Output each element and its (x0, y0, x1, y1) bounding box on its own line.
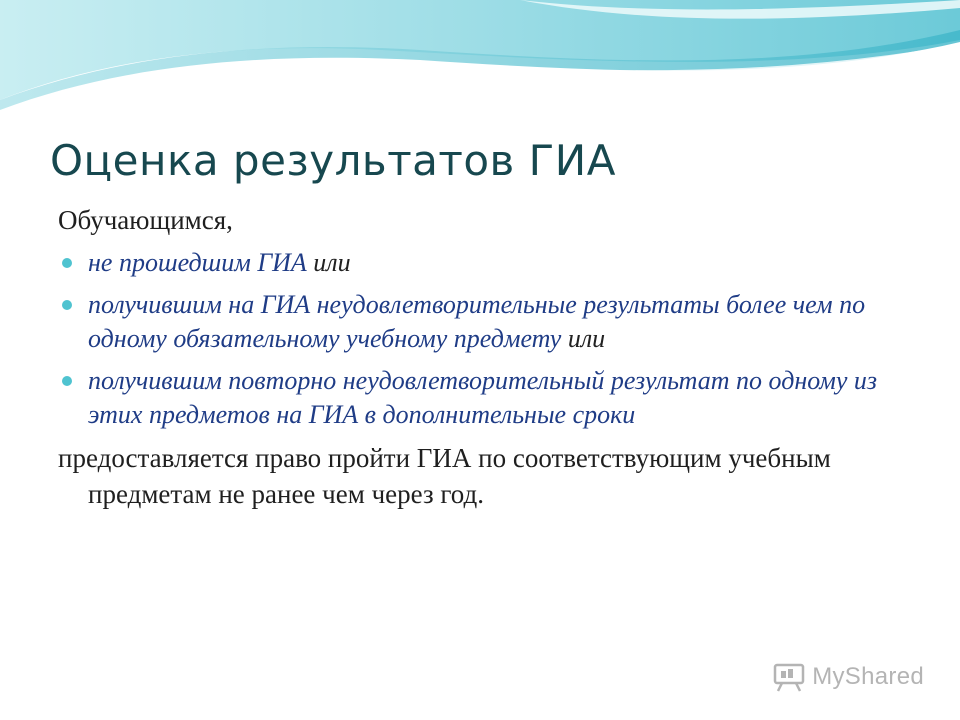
bullet-dot-icon (62, 376, 72, 386)
presentation-board-icon (772, 662, 806, 692)
closing-text: предоставляется право пройти ГИА по соответствующим учебным предметам не ранее чем через год. (58, 443, 831, 509)
bullet-dot-icon (62, 258, 72, 268)
bullet-item (58, 246, 908, 280)
bullet-text: получившим на ГИА неудовлетворительные результаты более чем по одному обязательному учебному предмету (88, 290, 866, 353)
slide-title: Оценка результатов ГИА (50, 136, 616, 185)
bullet-suffix: или (306, 248, 351, 277)
bullet-text: получившим повторно неудовлетворительный результат по одному из этих предметов на ГИА в дополнительные сроки (88, 366, 878, 429)
decorative-wave-header (0, 0, 960, 130)
bullet-text: не прошедшим ГИА (88, 248, 307, 277)
bullet-item (58, 364, 908, 432)
bullet-suffix: или (561, 324, 606, 353)
bullet-dot-icon (62, 300, 72, 310)
watermark-logo (772, 662, 924, 692)
bullet-item (58, 288, 908, 356)
slide-body (58, 205, 908, 512)
intro-text: Обучающимся, (58, 205, 233, 235)
bullet-list (58, 246, 908, 432)
watermark-text: MyShared (812, 663, 924, 690)
